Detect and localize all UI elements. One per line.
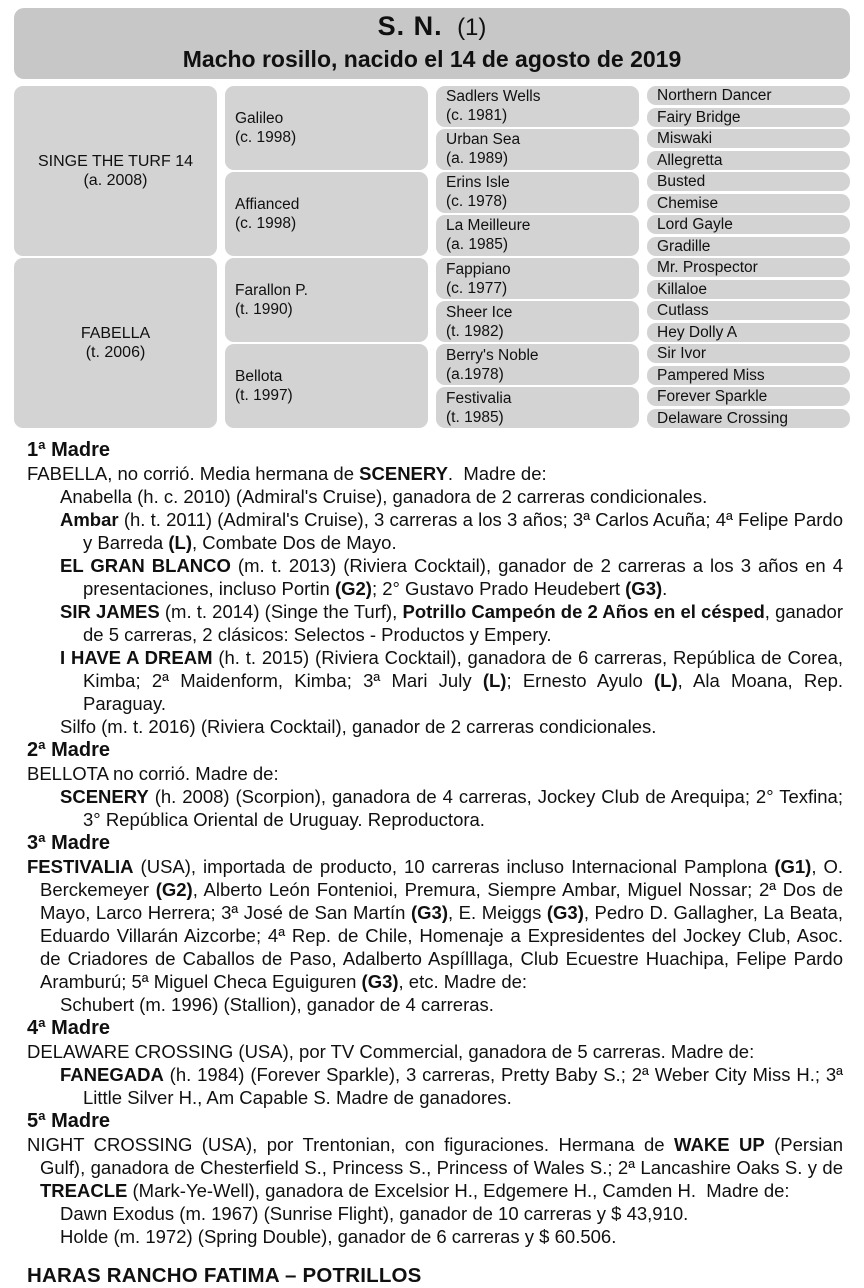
pedigree-note-paragraph	[27, 1040, 843, 1063]
ancestor-cell	[647, 344, 850, 363]
horse-year-text: (c. 1998)	[235, 214, 297, 232]
text-run: DELAWARE CROSSING (USA), por TV Commercial, ganadora de 5 carreras. Madre de:	[27, 1041, 755, 1062]
bold-run: (G2)	[155, 879, 193, 900]
horse-name-text: SINGE THE TURF 14	[38, 152, 193, 170]
horse-name-text: Erins Isle	[446, 174, 510, 192]
text-run: (Mark-Ye-Well), ganadora de Excelsior H., Edgemere H., Camden H. Madre de:	[127, 1180, 790, 1201]
pedigree-table	[14, 86, 850, 428]
horse-year-text: (c. 1977)	[446, 279, 508, 297]
horse-name-text: Sir Ivor	[657, 345, 707, 363]
great-grandparent-cell	[436, 301, 639, 342]
text-run: , Ala Moana, Rep. Paraguay.	[83, 670, 844, 714]
great-grandparent-cell	[436, 129, 639, 170]
text-run: Silfo (m. t. 2016) (Riviera Cocktail), ganador de 2 carreras condicionales.	[60, 716, 657, 737]
text-run: (m. t. 2014) (Singe the Turf),	[159, 601, 403, 622]
horse-name-text: Mr. Prospector	[657, 259, 758, 277]
horse-name-text: Allegretta	[657, 151, 723, 169]
horse-year-text: (a.1978)	[446, 365, 504, 383]
section-heading: 2ª Madre	[27, 739, 110, 761]
ancestor-cell	[647, 409, 850, 428]
grandparent-cell	[225, 344, 428, 428]
horse-name-text: Lord Gayle	[657, 216, 733, 234]
text-run: Anabella (h. c. 2010) (Admiral's Cruise), ganadora de 2 carreras condicionales.	[60, 486, 708, 507]
text-run: , O. Berckemeyer	[40, 856, 843, 900]
horse-year-text: (c. 1978)	[446, 193, 508, 211]
horse-name-text: Hey Dolly A	[657, 323, 738, 341]
bold-run: (G3)	[625, 578, 663, 599]
horse-name-text: Chemise	[657, 194, 719, 212]
pedigree-note-paragraph	[27, 508, 843, 554]
horse-name-text: Galileo	[235, 109, 284, 127]
bold-run: SCENERY	[359, 463, 448, 484]
bold-run: Ambar	[60, 509, 119, 530]
ancestor-cell	[647, 366, 850, 385]
bold-run: (G2)	[334, 578, 372, 599]
horse-year-text: (t. 1990)	[235, 301, 293, 319]
horse-year-text: (t. 1997)	[235, 387, 293, 405]
bold-run: WAKE UP	[674, 1134, 765, 1155]
great-grandparent-cell	[436, 258, 639, 299]
horse-name-text: Berry's Noble	[446, 346, 539, 364]
ancestor-cell	[647, 86, 850, 105]
horse-year-text: (t. 1982)	[446, 322, 504, 340]
ancestor-cell	[647, 323, 850, 342]
bold-run: SCENERY	[60, 786, 149, 807]
great-grandparent-cell	[436, 172, 639, 213]
bold-run: (G1)	[774, 856, 812, 877]
grandparent-cell	[225, 258, 428, 342]
horse-name-text: Killaloe	[657, 280, 707, 298]
bold-run: (G3)	[546, 902, 584, 923]
text-run: . Madre de:	[447, 463, 547, 484]
pedigree-note-paragraph	[27, 485, 843, 508]
parent-cell	[14, 86, 217, 256]
pedigree-note-paragraph	[27, 762, 843, 785]
text-run: , ganador de 5 carreras, 2 clásicos: Selectos - Productos y Empery.	[83, 601, 843, 645]
text-run: (h. t. 2011) (Admiral's Cruise), 3 carreras a los 3 años; 3ª Carlos Acuña; 4ª Felipe Pardo y Barreda	[83, 509, 843, 553]
text-run: Holde (m. 1972) (Spring Double), ganador de 6 carreras y $ 60.506.	[60, 1226, 617, 1247]
text-run: , Combate Dos de Mayo.	[191, 532, 397, 553]
pedigree-note-paragraph	[27, 1063, 843, 1109]
horse-year-text: (a. 1985)	[446, 236, 509, 254]
pedigree-note-paragraph	[27, 715, 843, 738]
pedigree-note-paragraph	[27, 1133, 843, 1202]
bold-run: Potrillo Campeón de 2 Años en el césped	[402, 601, 765, 622]
text-run: (Persian Gulf), ganadora de Chesterfield S., Princess S., Princess of Wales S.; 2ª Lancashire Oaks S. y de	[40, 1134, 843, 1178]
bold-run: SIR JAMES	[60, 601, 160, 622]
lot-number: (1)	[457, 14, 487, 41]
horse-year-text: (t. 2006)	[85, 344, 146, 362]
horse-name-text: Bellota	[235, 368, 283, 386]
ancestor-cell	[647, 215, 850, 234]
horse-name-text: Delaware Crossing	[657, 409, 788, 427]
ancestor-cell	[647, 194, 850, 213]
pedigree-note-paragraph	[27, 1202, 843, 1225]
section-heading: 4ª Madre	[27, 1017, 110, 1039]
horse-name-text: Sadlers Wells	[446, 88, 541, 106]
text-run: (h. 1984) (Forever Sparkle), 3 carreras, Pretty Baby S.; 2ª Weber City Miss H.; 3ª Little Silver H., Am Capable S. Madre de ganadores.	[83, 1064, 843, 1108]
horse-name-text: Busted	[657, 173, 706, 191]
ancestor-cell	[647, 237, 850, 256]
horse-name-text: Gradille	[657, 237, 711, 255]
bold-run: (L)	[168, 532, 192, 553]
bold-run: I HAVE A DREAM	[60, 647, 213, 668]
horse-name: S. N.	[377, 11, 443, 41]
section-heading: 1ª Madre	[27, 439, 110, 461]
text-run: BELLOTA no corrió. Madre de:	[27, 763, 279, 784]
grandparent-cell	[225, 172, 428, 256]
header-box	[14, 8, 850, 79]
bold-run: TREACLE	[40, 1180, 128, 1201]
ancestor-cell	[647, 387, 850, 406]
family-notes	[27, 438, 843, 1248]
page-title	[14, 11, 850, 46]
horse-name-text: Fappiano	[446, 260, 511, 278]
text-run: , Pedro D. Gallagher, La Beata, Eduardo Villarán Aizcorbe; 4ª Rep. de Chile, Homenaje a Expresidentes del Jockey Club, Asoc. de Criadores de Caballos de Paso, Adalberto Aspílllaga, Club Ecuestre Huachipa, Felipe Pardo Aramburú; 5ª Miguel Checa Eguiguren	[40, 902, 843, 992]
birth-subtitle: Macho rosillo, nacido el 14 de agosto de 2019	[182, 46, 682, 72]
text-run: .	[662, 578, 668, 599]
horse-year-text: (c. 1998)	[235, 128, 297, 146]
bold-run: (G3)	[361, 971, 399, 992]
text-run: (h. 2008) (Scorpion), ganadora de 4 carreras, Jockey Club de Arequipa; 2° Texfina; 3° República Oriental de Uruguay. Reproductora.	[83, 786, 843, 830]
ancestor-cell	[647, 280, 850, 299]
ancestor-cell	[647, 129, 850, 148]
text-run: (m. t. 2013) (Riviera Cocktail), ganador de 2 carreras a los 3 años en 4 presentaciones, incluso Portin	[83, 555, 843, 599]
bold-run: (G3)	[410, 902, 448, 923]
horse-year-text: (a. 2008)	[83, 171, 148, 189]
great-grandparent-cell	[436, 215, 639, 256]
horse-name-text: Forever Sparkle	[657, 388, 768, 406]
horse-name-text: Fairy Bridge	[657, 108, 741, 126]
horse-name-text: La Meilleure	[446, 217, 531, 235]
great-grandparent-cell	[436, 86, 639, 127]
horse-name-text: Cutlass	[657, 302, 709, 320]
pedigree-note-paragraph	[27, 600, 843, 646]
text-run: (h. t. 2015) (Riviera Cocktail), ganadora de 6 carreras, República de Corea, Kimba; 2ª Maidenform, Kimba; 3ª Mari July	[83, 647, 843, 691]
ancestor-cell	[647, 151, 850, 170]
horse-name-text: Pampered Miss	[657, 366, 765, 384]
section-heading: 3ª Madre	[27, 832, 110, 854]
great-grandparent-cell	[436, 344, 639, 385]
pedigree-note-paragraph	[27, 462, 843, 485]
bold-run: EL GRAN BLANCO	[60, 555, 231, 576]
horse-name-text: Festivalia	[446, 389, 512, 407]
pedigree-note-paragraph	[27, 1225, 843, 1248]
section-heading: 5ª Madre	[27, 1110, 110, 1132]
bold-run: FANEGADA	[60, 1064, 164, 1085]
pedigree-note-paragraph	[27, 646, 843, 715]
footer-title: HARAS RANCHO FATIMA – POTRILLOS	[27, 1264, 422, 1287]
text-run: (USA), importada de producto, 10 carreras incluso Internacional Pamplona	[133, 856, 775, 877]
bold-run: FESTIVALIA	[27, 856, 134, 877]
horse-name-text: Northern Dancer	[657, 87, 772, 105]
text-run: Schubert (m. 1996) (Stallion), ganador de 4 carreras.	[60, 994, 494, 1015]
text-run: NIGHT CROSSING (USA), por Trentonian, con figuraciones. Hermana de	[27, 1134, 675, 1155]
horse-name-text: Affianced	[235, 195, 300, 213]
horse-year-text: (t. 1985)	[446, 408, 504, 426]
ancestor-cell	[647, 108, 850, 127]
text-run: , E. Meiggs	[447, 902, 547, 923]
text-run: ; 2° Gustavo Prado Heudebert	[371, 578, 626, 599]
horse-year-text: (a. 1989)	[446, 150, 509, 168]
parent-cell	[14, 258, 217, 428]
horse-name-text: Farallon P.	[235, 282, 308, 300]
text-run: , Alberto León Fontenioi, Premura, Siempre Ambar, Miguel Nossar; 2ª Dos de Mayo, Larco Herrera; 3ª José de San Martín	[40, 879, 843, 923]
pedigree-note-paragraph	[27, 855, 843, 993]
horse-name-text: Miswaki	[657, 130, 713, 148]
horse-name-text: Urban Sea	[446, 131, 521, 149]
horse-year-text: (c. 1981)	[446, 107, 508, 125]
text-run: ; Ernesto Ayulo	[506, 670, 655, 691]
text-run: , etc. Madre de:	[398, 971, 528, 992]
bold-run: (L)	[482, 670, 507, 691]
pedigree-note-paragraph	[27, 993, 843, 1016]
pedigree-note-paragraph	[27, 554, 843, 600]
ancestor-cell	[647, 258, 850, 277]
ancestor-cell	[647, 172, 850, 191]
bold-run: (L)	[654, 670, 678, 691]
great-grandparent-cell	[436, 387, 639, 428]
ancestor-cell	[647, 301, 850, 320]
text-run: Dawn Exodus (m. 1967) (Sunrise Flight), ganador de 10 carreras y $ 43,910.	[60, 1203, 689, 1224]
horse-name-text: Sheer Ice	[446, 303, 513, 321]
pedigree-note-paragraph	[27, 785, 843, 831]
text-run: FABELLA, no corrió. Media hermana de	[27, 463, 360, 484]
grandparent-cell	[225, 86, 428, 170]
horse-name-text: FABELLA	[80, 325, 151, 343]
